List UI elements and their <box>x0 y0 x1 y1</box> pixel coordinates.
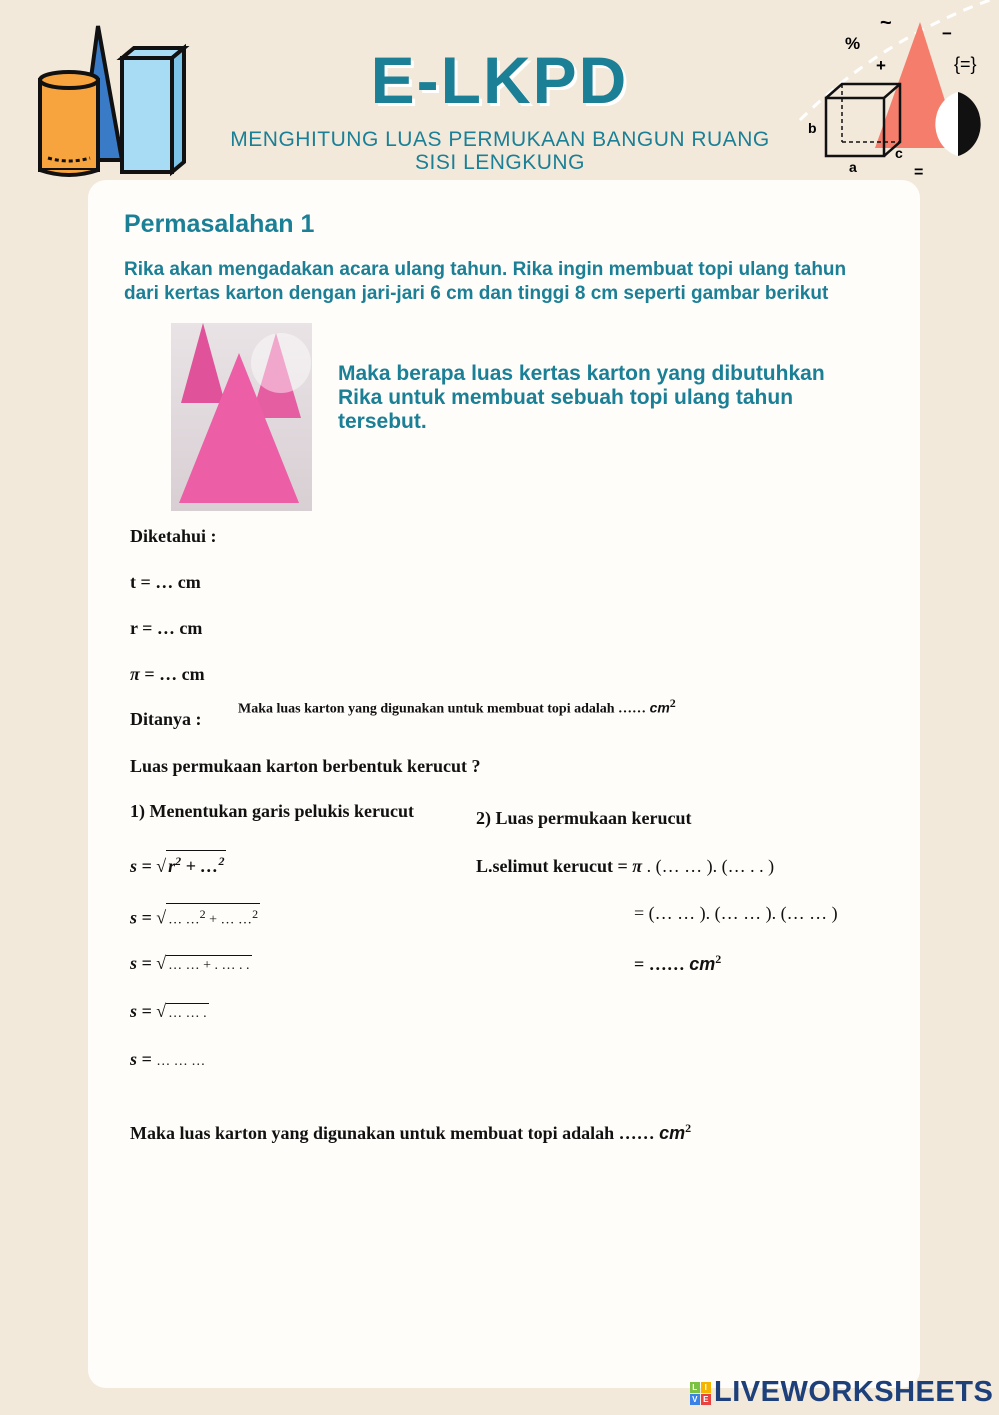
step1-heading: 1) Menentukan garis pelukis kerucut <box>130 801 415 821</box>
live-icon <box>690 1382 711 1405</box>
step2-line3 <box>634 952 721 975</box>
question-line: Rika untuk membuat sebuah topi ulang tahun <box>338 386 794 409</box>
s-label: s = <box>130 1001 152 1021</box>
logo-letter: E <box>701 1394 711 1405</box>
equals-symbol: = <box>914 164 924 181</box>
s-label: s = <box>130 953 152 973</box>
problem-text-line: Rika akan mengadakan acara ulang tahun. Rika ingin membuat topi ulang tahun <box>124 259 847 280</box>
problem-question <box>338 362 825 434</box>
plus-symbol: + <box>876 56 886 75</box>
problem-text <box>124 258 846 306</box>
small-answer-text <box>238 696 676 718</box>
subtitle-line: MENGHITUNG LUAS PERMUKAAN BANGUN RUANG <box>230 128 770 151</box>
blank: … … <box>168 912 200 928</box>
asked-question: Luas permukaan karton berbentuk kerucut ? <box>130 756 481 776</box>
label-b: b <box>808 120 817 136</box>
unit: cm <box>659 1123 686 1143</box>
blank: … … . <box>166 1003 209 1024</box>
liveworksheets-logo <box>690 1376 993 1409</box>
problem-text-line: dari kertas karton dengan jari-jari 6 cm dan tinggi 8 cm seperti gambar berikut <box>124 283 829 304</box>
question-line: tersebut. <box>338 410 427 433</box>
conclusion <box>130 1121 691 1144</box>
exponent: 2 <box>218 854 225 868</box>
blank: … … + . … . . <box>166 955 251 976</box>
step2-line1 <box>476 856 774 877</box>
conclusion-text: Maka luas karton yang digunakan untuk membuat topi adalah …… <box>130 1123 660 1143</box>
blank: . (… … ). (… . . ) <box>642 856 775 876</box>
logo-letter: L <box>690 1382 700 1393</box>
blank: … … … <box>156 1054 206 1069</box>
known-r: r = … cm <box>130 618 203 638</box>
logo-letter: I <box>701 1382 711 1393</box>
exponent: 2 <box>715 952 722 966</box>
blank: = …… <box>634 954 690 974</box>
exponent: 2 <box>199 907 206 921</box>
page-subtitle <box>190 128 810 174</box>
known-pi <box>130 664 205 685</box>
blank: + … … <box>205 912 253 928</box>
selimut-label: L.selimut kerucut = <box>476 856 633 876</box>
pi-symbol: π <box>130 664 140 684</box>
step1-row: s = √ $r^2$ + …$^2$ <box>130 850 226 877</box>
percent-symbol: % <box>845 34 861 53</box>
unit: cm <box>649 699 670 716</box>
question-line: Maka berapa luas kertas karton yang dibutuhkan <box>338 362 825 385</box>
label-a: a <box>849 159 857 175</box>
asked-label: Ditanya : <box>130 709 202 729</box>
exponent: 2 <box>252 907 259 921</box>
exponent: 2 <box>685 1121 692 1135</box>
step1-row: s = √ … … + . … . . <box>130 953 252 976</box>
step1-row <box>130 1049 205 1070</box>
step2-line2: = (… … ). (… … ). (… … ) <box>634 903 838 923</box>
tilde-symbol: ~ <box>880 12 892 34</box>
term: r <box>168 856 176 876</box>
page-title: E-LKPD <box>370 43 629 117</box>
braces-symbol: {=} <box>954 54 977 74</box>
minus-symbol: − <box>942 24 952 43</box>
answer-text: Maka luas karton yang digunakan untuk membuat topi adalah …… <box>238 701 647 717</box>
problem-heading: Permasalahan 1 <box>124 210 315 238</box>
step2-heading: 2) Luas permukaan kerucut <box>476 808 692 828</box>
known-pi-value: = … cm <box>139 664 205 684</box>
exponent: 2 <box>669 696 676 710</box>
logo-letter: V <box>690 1394 700 1405</box>
s-label: s = <box>130 1049 152 1069</box>
pi-symbol: π <box>632 856 643 876</box>
logo-text: LIVEWORKSHEETS <box>714 1376 994 1408</box>
s-label: s = <box>130 856 152 876</box>
unit: cm <box>689 954 716 974</box>
exponent: 2 <box>175 854 182 868</box>
label-c: c <box>895 145 903 161</box>
step1-row: s = √ … … . <box>130 1001 209 1024</box>
term: + … <box>181 856 219 876</box>
known-label: Diketahui : <box>130 526 217 546</box>
party-hat-photo <box>171 323 312 511</box>
subtitle-line: SISI LENGKUNG <box>415 151 585 174</box>
s-label: s = <box>130 907 152 928</box>
known-t: t = … cm <box>130 572 201 592</box>
step1-row: s = √ … …$^2$ + … …$^2$ <box>130 903 260 931</box>
